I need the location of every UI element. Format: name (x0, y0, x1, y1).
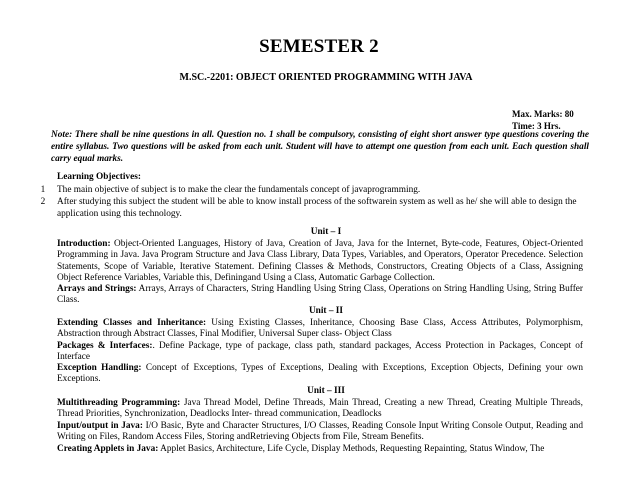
topic-text: Java Thread Model, Define Threads, Main Thread, Creating a new Thread, Creating Multiple Threads, Thread Priorities, Synchronization, Deadlocks Inter- thread communication, Deadlocks (57, 398, 583, 420)
topic-label: Multithreading Programming: (57, 398, 181, 408)
course-title: M.SC.-2201: OBJECT ORIENTED PROGRAMMING WITH JAVA (179, 72, 473, 83)
topic-label: Creating Applets in Java: (57, 444, 159, 454)
topic-label: Arrays and Strings: (57, 284, 137, 294)
topic-label: Input/output in Java: (57, 421, 143, 431)
topic-text: I/O Basic, Byte and Character Structures, I/O Classes, Reading Console Input Writing Console Output, Reading and Writing on Files, Random Access Files, Storing andRetrieving Objects from File, Stream Benefits. (57, 421, 583, 443)
objective-item (0, 196, 638, 220)
topic-text: Applet Basics, Architecture, Life Cycle, Display Methods, Requesting Repainting, Status Window, The (158, 444, 545, 454)
syllabus-paragraph (57, 318, 583, 341)
syllabus-paragraph (57, 421, 583, 444)
syllabus-paragraph (57, 284, 583, 307)
topic-text: Concept of Exceptions, Types of Exceptions, Dealing with Exceptions, Exception Objects, Defining your own Exceptions. (57, 363, 583, 385)
objective-item (0, 184, 638, 196)
objective-number: 1 (40, 185, 46, 195)
objective-text: The main objective of subject is to make the clear the fundamentals concept of javaprogramming. (57, 185, 421, 195)
topic-label: Extending Classes and Inheritance: (57, 318, 207, 328)
syllabus-paragraph (57, 398, 583, 421)
syllabus-paragraph (57, 444, 583, 455)
objective-text: After studying this subject the student will be able to know install process of the softwarein system as well as he/ she will able to design the application using this technology. (57, 197, 577, 219)
syllabus-paragraph (57, 239, 583, 285)
syllabus-paragraph (57, 363, 583, 386)
topic-text: Arrays, Arrays of Characters, String Handling Using String Class, Operations on String Handling Using, String Buffer Class. (57, 284, 584, 306)
topic-label: Exception Handling: (57, 363, 142, 373)
objectives-heading: Learning Objectives: (57, 172, 141, 182)
topic-text: Object-Oriented Languages, History of Java, Creation of Java, Java for the Internet, Byte-code, Features, Object-Oriented Programming in Java. Java Program Structure and Java Class Library, Data Types, Variables, and Operators, Operator Precedence. Selection Statements, Scope of Variable, Iterative Statement. Defining Classes & Methods, Constructors, Creating Objects of a Class, Assigning Object Reference Variables, Variable this, Definingand Using a Class, Automatic Garbage Collection. (57, 239, 583, 284)
topic-label: Introduction: (57, 239, 111, 249)
unit-heading: Unit – III (307, 386, 345, 396)
exam-note: Note: There shall be nine questions in all. Question no. 1 shall be compulsory, consisting of eight short answer type questions covering the entire syllabus. Two questions will be asked from each unit. Student will have to attempt one question from each unit. Each question shall carry equal marks. (51, 130, 589, 164)
syllabus-paragraph (57, 341, 583, 364)
time-limit: Time: 3 Hrs. (512, 121, 561, 131)
topic-label: Packages & Interfaces: (57, 341, 153, 351)
unit-heading: Unit – I (310, 227, 342, 237)
topic-text: . Define Package, type of package, class path, standard packages, Access Protection in Packages, Concept of Interface (57, 341, 583, 363)
objective-number: 2 (40, 197, 46, 207)
topic-text: Using Existing Classes, Inheritance, Choosing Base Class, Access Attributes, Polymorphism, Abstraction through Abstract Classes, Final Modifier, Universal Super class- Object Class (57, 318, 583, 340)
unit-heading: Unit – II (308, 306, 344, 316)
page-title: SEMESTER 2 (259, 36, 379, 57)
max-marks: Max. Marks: 80 (512, 109, 574, 119)
